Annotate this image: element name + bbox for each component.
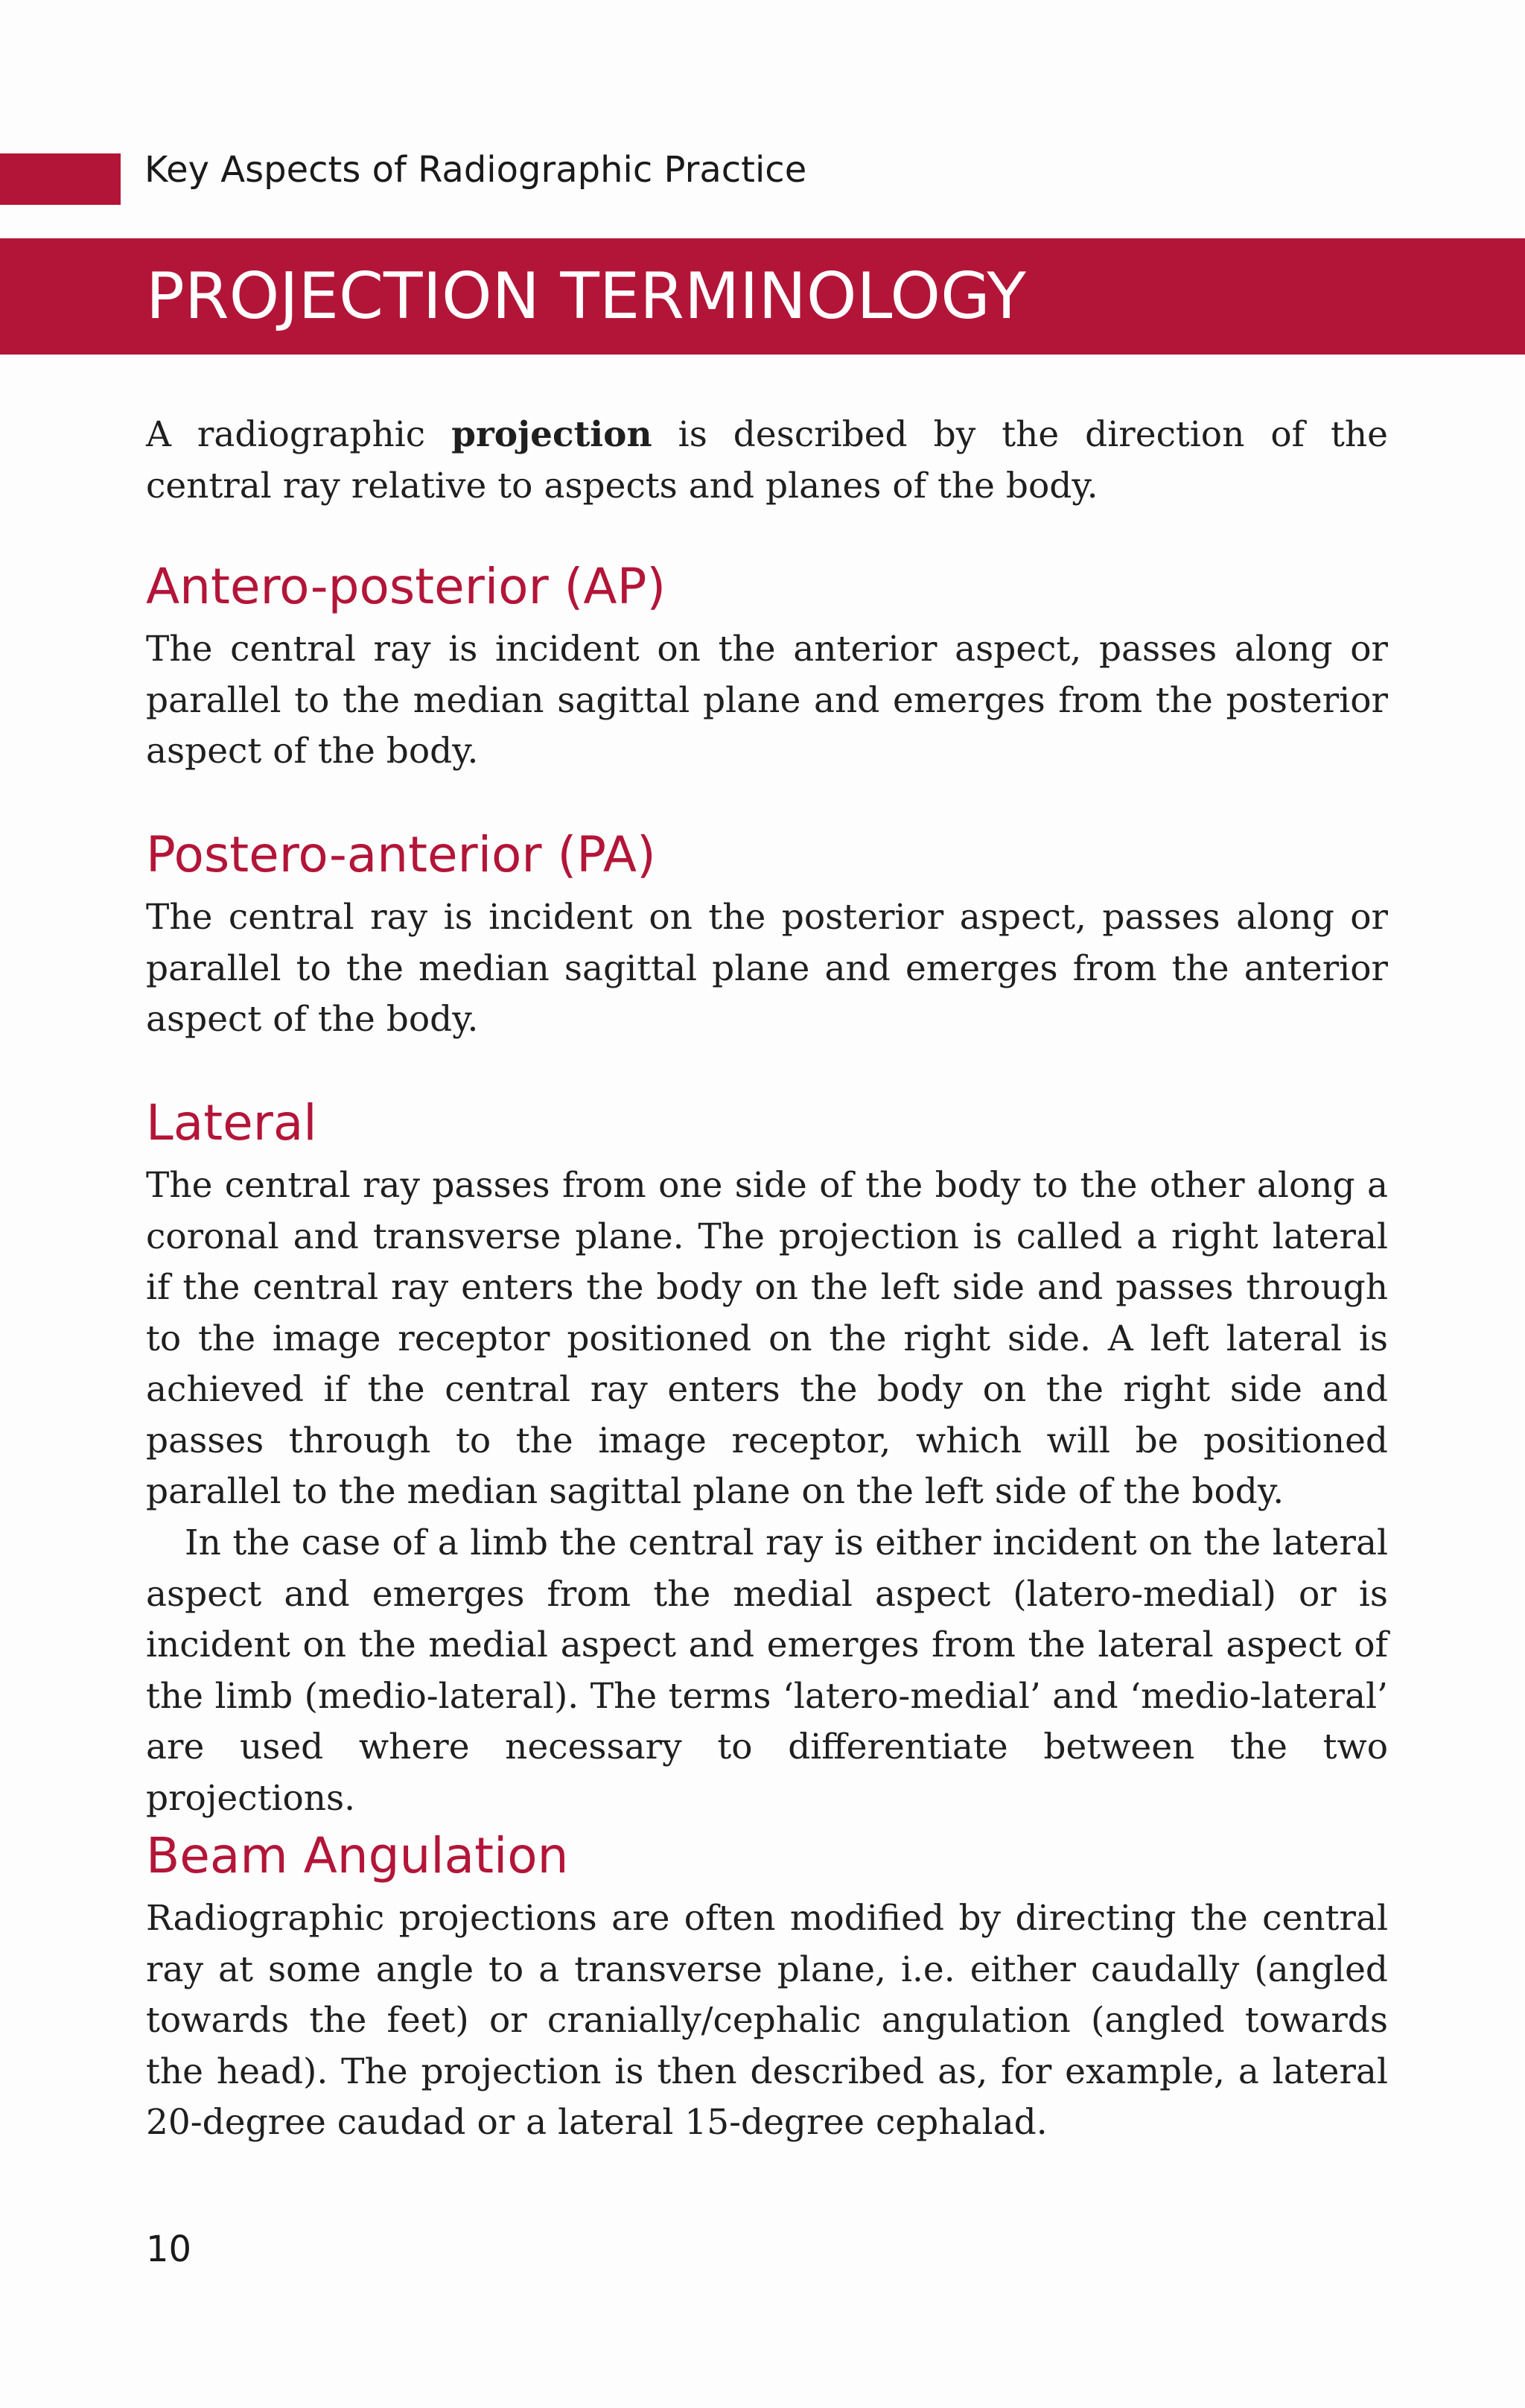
paragraph-lateral-1: The central ray passes from one side of the body to the other along a coronal and transverse plane. The projection is called a right lateral if the central ray enters the body on the left side and passes through to the image receptor positioned on the right side. A left lateral is achieved if the central ray enters the body on the right side and passes through to the image receptor, which will be positioned parallel to the median sagittal plane on the left side of the body. <box>146 1165 1388 1512</box>
paragraph-lateral-2: In the case of a limb the central ray is either incident on the lateral aspect and emerges from the medial aspect (latero-medial) or is incident on the medial aspect and emerges from the lateral aspect of the limb (medio-lateral). The terms ‘latero-medial’ and ‘medio-lateral’ are used where necessary to differentiate between the two projections. <box>146 1522 1388 1819</box>
heading-beam-angulation: Beam Angulation <box>146 1827 569 1884</box>
running-head: Key Aspects of Radiographic Practice <box>144 149 807 191</box>
intro-paragraph <box>146 410 1388 512</box>
heading-lateral: Lateral <box>146 1094 317 1151</box>
paragraph-antero-posterior: The central ray is incident on the anterior aspect, passes along or parallel to the median sagittal plane and emerges from the posterior aspect of the body. <box>146 629 1388 772</box>
intro-text-after: is described by the direction of the central ray relative to aspects and planes of the body. <box>146 414 1388 506</box>
paragraph-beam-angulation: Radiographic projections are often modified by directing the central ray at some angle to a transverse plane, i.e. either caudally (angled towards the feet) or cranially/cephalic angulation (angled towards the head). The projection is then described as, for example, a lateral 20-degree caudad or a lateral 15-degree cephalad. <box>146 1898 1388 2143</box>
paragraph-postero-anterior: The central ray is incident on the posterior aspect, passes along or parallel to the median sagittal plane and emerges from the anterior aspect of the body. <box>146 897 1388 1040</box>
page-title: PROJECTION TERMINOLOGY <box>146 259 1026 334</box>
header-accent-tab <box>0 153 121 205</box>
intro-term: projection <box>451 414 652 455</box>
page-number: 10 <box>146 2228 192 2270</box>
intro-text-before: A radiographic <box>146 414 452 455</box>
heading-postero-anterior: Postero-anterior (PA) <box>146 826 656 883</box>
heading-antero-posterior: Antero-posterior (AP) <box>146 558 666 615</box>
